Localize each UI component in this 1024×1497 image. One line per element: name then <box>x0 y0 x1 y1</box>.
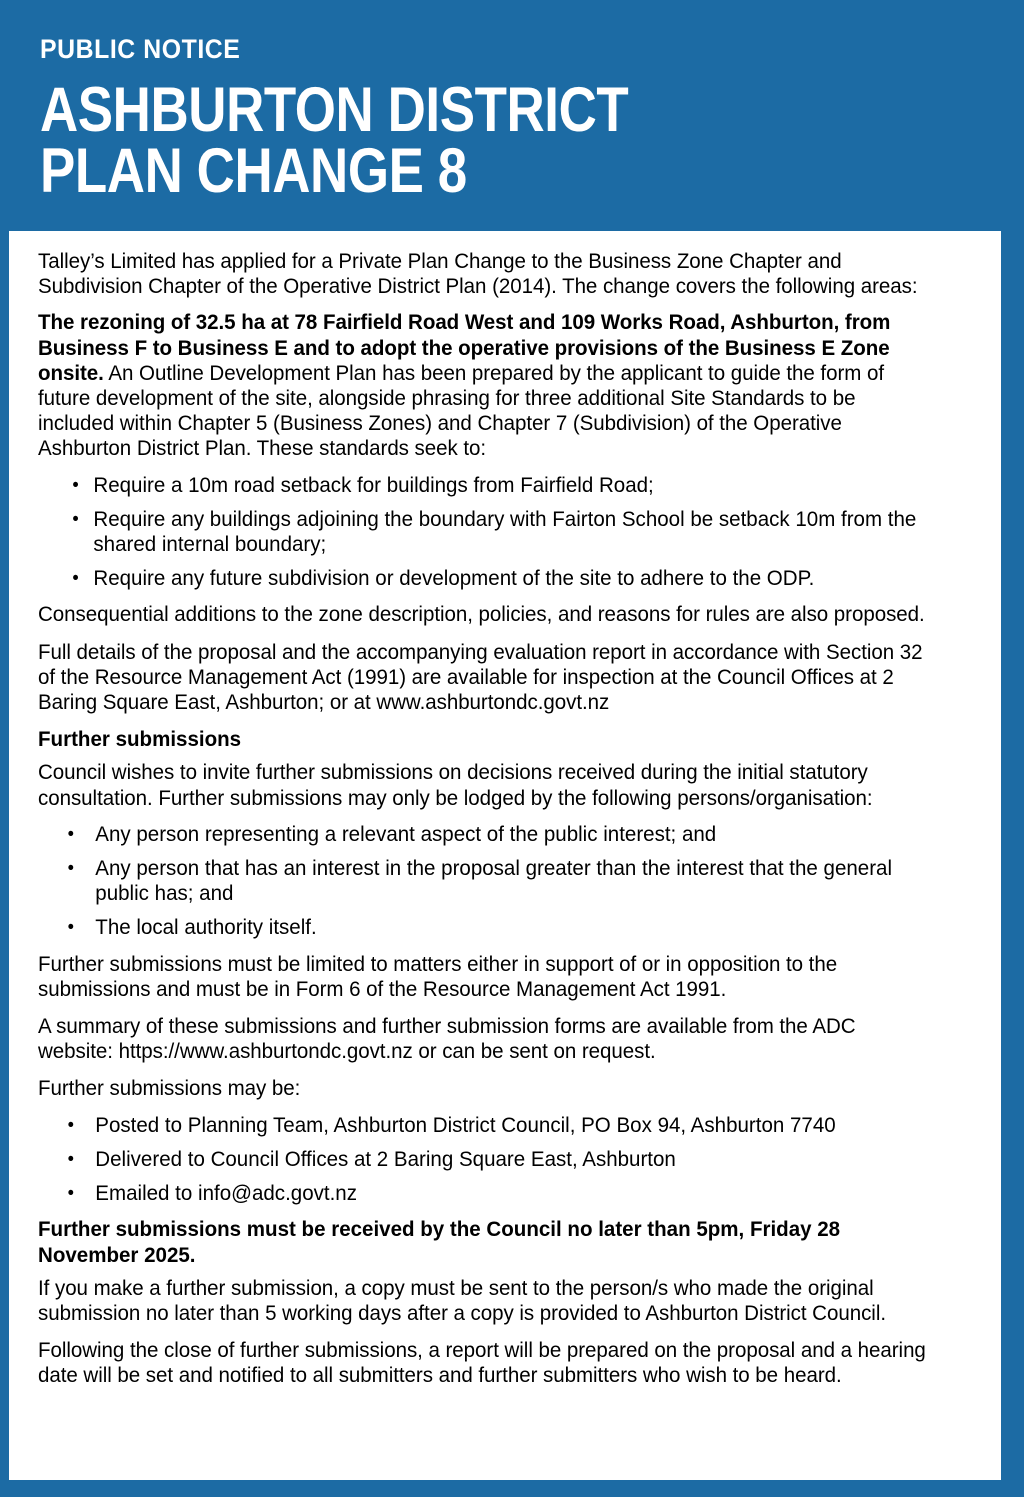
deadline-paragraph: Further submissions must be received by the Council no later than 5pm, Friday 28 November 2025. <box>38 1217 841 1267</box>
site-standards-list <box>38 473 975 592</box>
list-item <box>38 856 933 906</box>
list-item-label: Emailed to info@adc.govt.nz <box>95 1181 357 1206</box>
rezoning-bold-text: The rezoning of 32.5 ha at 78 Fairfield Road West and 109 Works Road, Ashburton, from Business F to Business E and to adopt the operative provisions of the Business E Zone onsite. <box>38 310 891 385</box>
consequential-paragraph: Consequential additions to the zone description, policies, and reasons for rules are also proposed. <box>38 602 925 627</box>
list-item <box>38 507 933 557</box>
bullet-icon: • <box>72 508 79 530</box>
notice-header <box>9 0 1001 231</box>
bullet-icon: • <box>67 1183 74 1205</box>
list-item-label: Posted to Planning Team, Ashburton District Council, PO Box 94, Ashburton 7740 <box>95 1112 836 1137</box>
council-invite-paragraph: Council wishes to invite further submissions on decisions received during the initial statutory consultation. Further submissions may only be lodged by the following persons/organisation: <box>38 760 873 810</box>
bullet-icon: • <box>67 823 74 845</box>
delivery-methods-list <box>38 1113 975 1207</box>
list-item <box>38 1181 933 1206</box>
copy-notice-paragraph: If you make a further submission, a copy must be sent to the person/s who made the original submission no later than 5 working days after a copy is provided to Ashburton District Council. <box>38 1275 886 1325</box>
list-item-label: Any person that has an interest in the proposal greater than the interest that the general public has; and <box>95 856 893 906</box>
list-item <box>38 822 933 847</box>
list-item-label: Require any buildings adjoining the boundary with Fairton School be setback 10m from the shared internal boundary; <box>93 506 917 557</box>
list-item-label: Any person representing a relevant aspect of the public interest; and <box>95 821 717 846</box>
bullet-icon: • <box>72 474 79 496</box>
closing-paragraph: Following the close of further submissions, a report will be prepared on the proposal and a hearing date will be set and notified to all submitters and further submitters who wish to be heard. <box>38 1338 926 1388</box>
list-item <box>38 1147 933 1172</box>
list-item-label: The local authority itself. <box>95 915 317 940</box>
intro-paragraph: Talley’s Limited has applied for a Private Plan Change to the Business Zone Chapter and Subdivision Chapter of the Operative District Plan (2014). The change covers the following areas: <box>38 249 918 299</box>
list-item <box>38 473 933 498</box>
bullet-icon: • <box>67 1114 74 1136</box>
may-be-lead-paragraph: Further submissions may be: <box>38 1076 301 1101</box>
summary-available-paragraph: A summary of these submissions and further submission forms are available from the ADC website: https://www.ashburtondc.govt.nz or can be sent on request. <box>38 1014 856 1064</box>
list-item-label: Require any future subdivision or development of the site to adhere to the ODP. <box>93 566 815 591</box>
bullet-icon: • <box>67 858 74 880</box>
notice-body-panel <box>9 231 1001 1480</box>
list-item <box>38 566 933 591</box>
list-item <box>38 1113 933 1138</box>
notice-kicker: PUBLIC NOTICE <box>40 34 241 64</box>
list-item-label: Delivered to Council Offices at 2 Baring Square East, Ashburton <box>95 1146 676 1171</box>
rezoning-paragraph <box>38 310 933 461</box>
list-item-label: Require a 10m road setback for buildings from Fairfield Road; <box>93 472 654 497</box>
list-item <box>38 915 933 940</box>
title-line-2: PLAN CHANGE 8 <box>40 136 467 206</box>
rezoning-rest-text: An Outline Development Plan has been prepared by the applicant to guide the form of future development of the site, alongside phrasing for three additional Site Standards to be included within Chapter 5 (Business Zones) and Chapter 7 (Subdivision) of the Operative Ashburton District Plan. These standards seek to: <box>38 360 884 461</box>
further-submissions-heading: Further submissions <box>38 727 242 752</box>
full-details-paragraph: Full details of the proposal and the accompanying evaluation report in accordance with Section 32 of the Resource Management Act (1991) are available for inspection at the Council Offices at 2 Baring Square East, Ashburton; or at www.ashburtondc.govt.nz <box>38 639 923 715</box>
bullet-icon: • <box>67 1148 74 1170</box>
limited-to-paragraph: Further submissions must be limited to matters either in support of or in opposition to the submissions and must be in Form 6 of the Resource Management Act 1991. <box>38 951 838 1001</box>
bullet-icon: • <box>67 917 74 939</box>
bullet-icon: • <box>72 568 79 590</box>
page-title <box>40 75 847 206</box>
title-line-1: ASHBURTON DISTRICT <box>40 75 629 145</box>
eligible-persons-list <box>38 822 975 941</box>
